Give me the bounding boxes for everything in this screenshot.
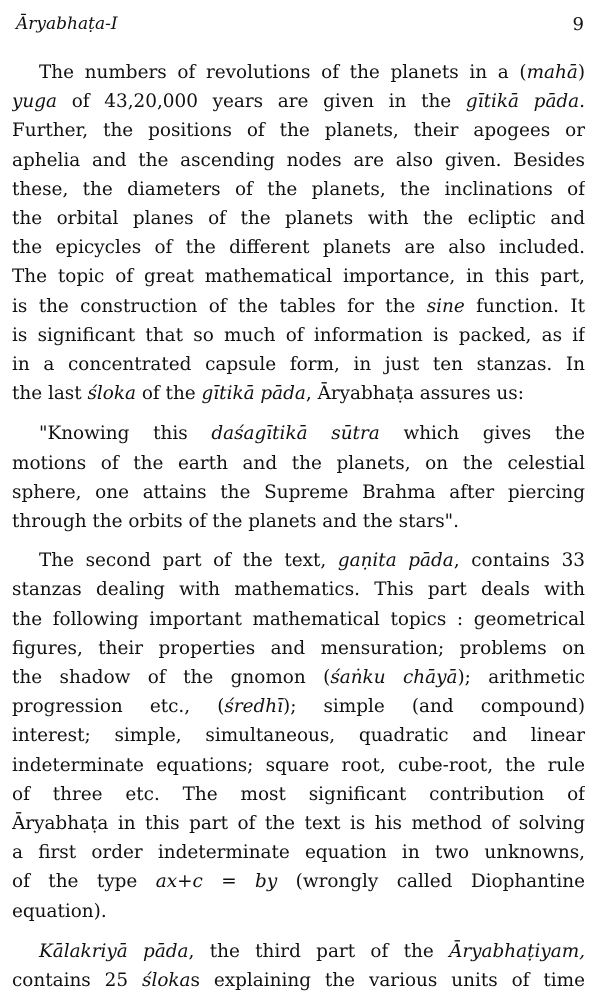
text-line: a first order indeterminate equation in two unknowns, [12, 842, 585, 864]
running-head [16, 14, 584, 38]
text-line: is significant that so much of information is packed, as if [12, 324, 585, 346]
text-line: The second part of the text, gaṇita pāda, contains 33 [39, 550, 585, 572]
paragraph-3 [12, 546, 585, 926]
text-line: through the orbits of the planets and the stars". [12, 511, 459, 533]
text-line: the last śloka of the gītikā pāda, Āryabhaṭa assures us: [12, 383, 524, 405]
text-line: Āryabhaṭa in this part of the text is his method of solving [12, 813, 585, 835]
text-line: figures, their properties and mensuration; problems on [12, 637, 585, 659]
text-line: indeterminate equations; square root, cube-root, the rule [12, 754, 585, 776]
text-line: the shadow of the gnomon (śaṅku chāyā); arithmetic [12, 667, 585, 689]
text-line: the orbital planes of the planets with the ecliptic and [12, 208, 585, 230]
text-line: these, the diameters of the planets, the inclinations of [12, 178, 585, 200]
text-line: is the construction of the tables for the sine function. It [12, 295, 585, 317]
text-line: interest; simple, simultaneous, quadratic and linear [12, 725, 585, 747]
text-line: stanzas dealing with mathematics. This part deals with [12, 579, 585, 601]
text-line: Further, the positions of the planets, their apogees or [12, 120, 585, 142]
text-line: of the type ax+c = by (wrongly called Diophantine [12, 871, 585, 893]
paragraph-4 [12, 937, 585, 995]
body-text [12, 58, 585, 995]
paragraph-1 [12, 58, 585, 408]
paragraph-2-quotation [12, 419, 585, 536]
text-line: The topic of great mathematical importance, in this part, [12, 266, 585, 288]
text-line: motions of the earth and the planets, on the celestial [12, 452, 585, 474]
text-line: aphelia and the ascending nodes are also given. Besides [12, 149, 585, 171]
text-line: "Knowing this daśagītikā sūtra which gives the [39, 423, 585, 445]
text-line: the epicycles of the different planets are also included. [12, 237, 585, 259]
text-line: yuga of 43,20,000 years are given in the gītikā pāda. [12, 91, 585, 113]
text-line: the following important mathematical topics : geometrical [12, 608, 585, 630]
text-line: sphere, one attains the Supreme Brahma after piercing [12, 481, 585, 503]
text-line: The numbers of revolutions of the planets in a (mahā) [39, 62, 585, 83]
text-line: contains 25 ślokas explaining the various units of time [12, 970, 585, 992]
text-line: equation). [12, 900, 107, 922]
text-line: Kālakriyā pāda, the third part of the Āryabhaṭiyam, [39, 940, 585, 962]
text-line: of three etc. The most significant contribution of [12, 783, 585, 805]
running-head-title: Āryabhaṭa-I [16, 14, 118, 34]
text-line: in a concentrated capsule form, in just ten stanzas. In [12, 354, 585, 376]
text-line: progression etc., (średhī); simple (and compound) [12, 696, 585, 718]
page-number: 9 [572, 14, 584, 35]
